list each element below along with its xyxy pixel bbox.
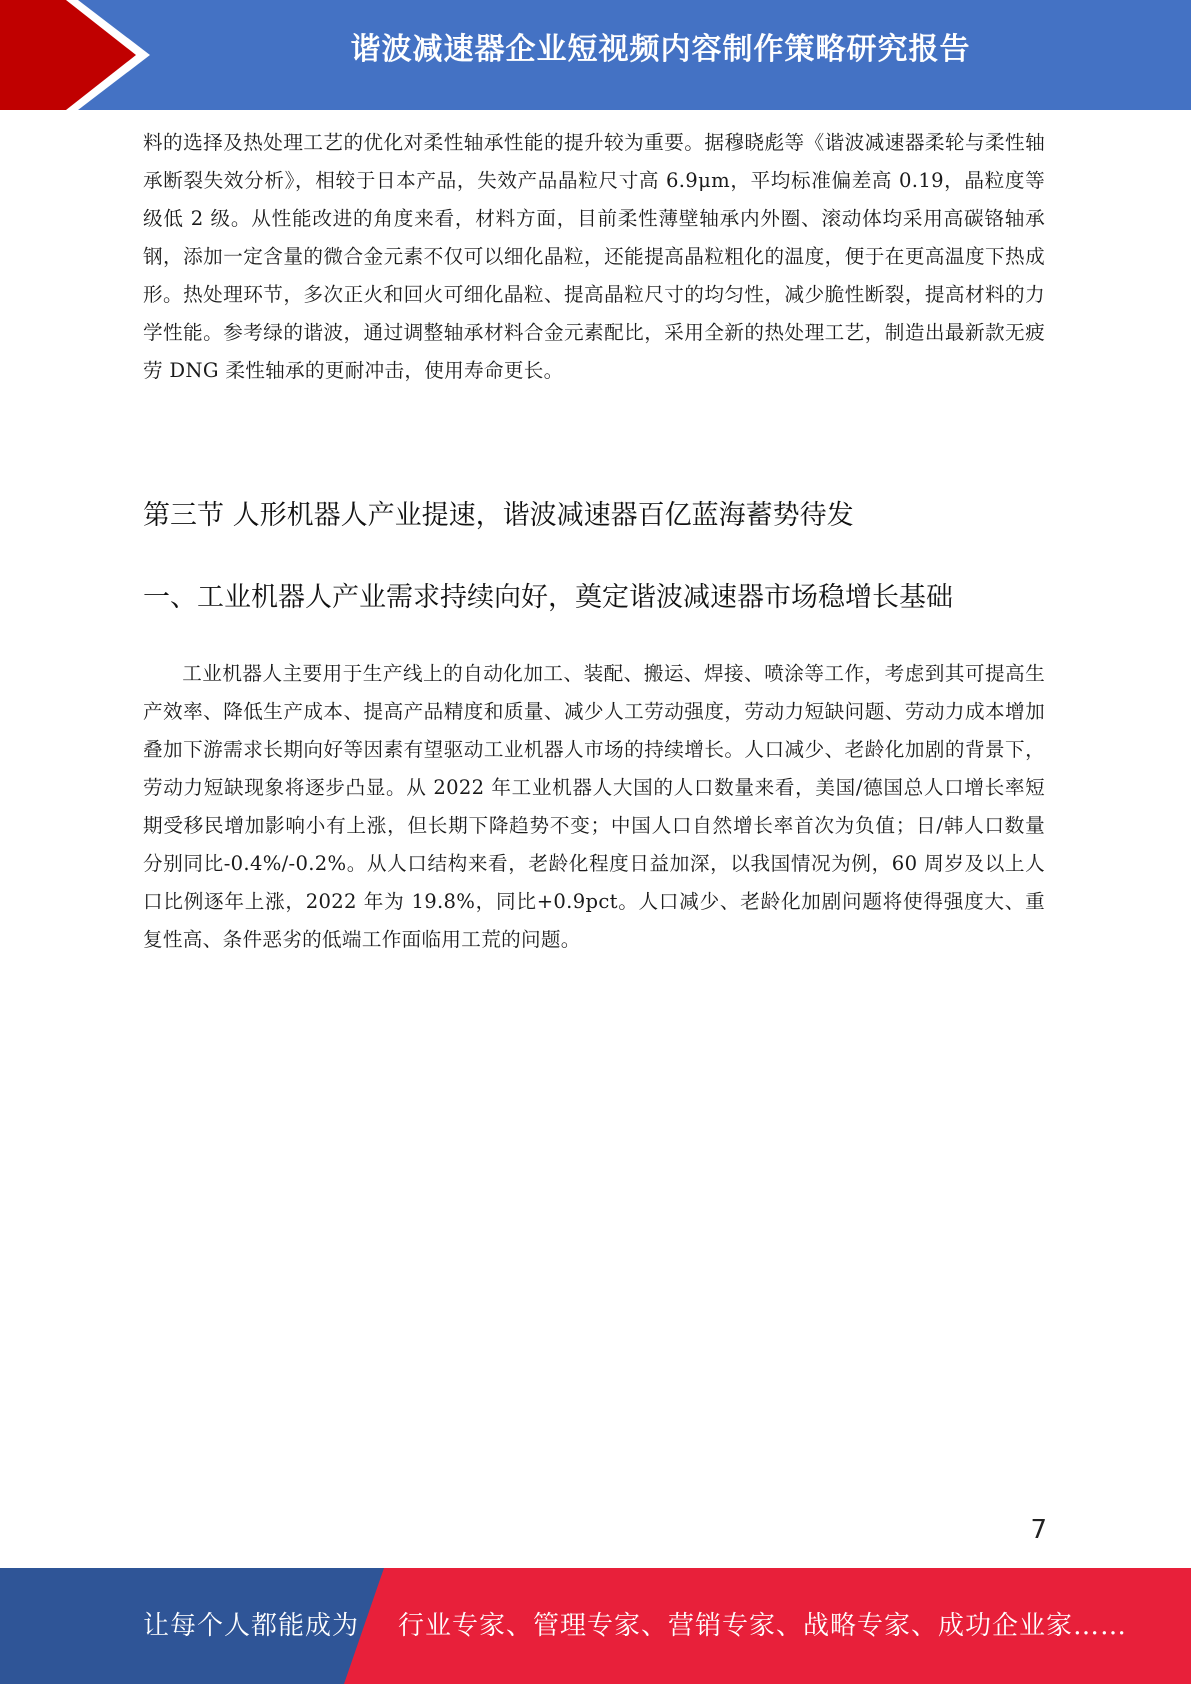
page-header [0, 0, 1191, 110]
page-number: 7 [1030, 1515, 1047, 1545]
document-title: 谐波减速器企业短视频内容制作策略研究报告 [350, 32, 971, 67]
paragraph-bearing-materials: 料的选择及热处理工艺的优化对柔性轴承性能的提升较为重要。据穆晓彪等《谐波减速器柔轮与柔性轴承断裂失效分析》，相较于日本产品，失效产品晶粒尺寸高 6.9μm，平均标准偏差高 0.19，晶粒度等级低 2 级。从性能改进的角度来看，材料方面，目前柔性薄壁轴承内外圈、滚动体均采用高碳铬轴承钢，添加一定含量的微合金元素不仅可以细化晶粒，还能提高晶粒粗化的温度，便于在更高温度下热成形。热处理环节，多次正火和回火可细化晶粒、提高晶粒尺寸的均匀性，减少脆性断裂，提高材料的力学性能。参考绿的谐波，通过调整轴承材料合金元素配比，采用全新的热处理工艺，制造出最新款无疲劳 DNG 柔性轴承的更耐冲击，使用寿命更长。 [143, 131, 1045, 382]
paragraph-industrial-robots: 工业机器人主要用于生产线上的自动化加工、装配、搬运、焊接、喷涂等工作，考虑到其可提高生产效率、降低生产成本、提高产品精度和质量、减少人工劳动强度，劳动力短缺问题、劳动力成本增加叠加下游需求长期向好等因素有望驱动工业机器人市场的持续增长。人口减少、老龄化加剧的背景下，劳动力短缺现象将逐步凸显。从 2022 年工业机器人大国的人口数量来看，美国/德国总人口增长率短期受移民增加影响小有上涨，但长期下降趋势不变；中国人口自然增长率首次为负值；日/韩人口数量分别同比-0.4%/-0.2%。从人口结构来看，老龄化程度日益加深，以我国情况为例，60 周岁及以上人口比例逐年上涨，2022 年为 19.8%，同比+0.9pct。人口减少、老龄化加剧问题将使得强度大、重复性高、条件恶劣的低端工作面临用工荒的问题。 [143, 662, 1045, 951]
header-chevron-decoration [0, 0, 150, 110]
sub-heading: 一、工业机器人产业需求持续向好，奠定谐波减速器市场稳增长基础 [143, 582, 953, 613]
section-heading: 第三节 人形机器人产业提速，谐波减速器百亿蓝海蓄势待发 [143, 500, 854, 531]
page-footer [0, 1568, 1191, 1684]
body-top [143, 124, 1045, 390]
body-bottom [143, 655, 1045, 959]
footer-slogan-left: 让每个人都能成为 [143, 1611, 360, 1641]
footer-slogan-right: 行业专家、管理专家、营销专家、战略专家、成功企业家…… [398, 1611, 1128, 1641]
